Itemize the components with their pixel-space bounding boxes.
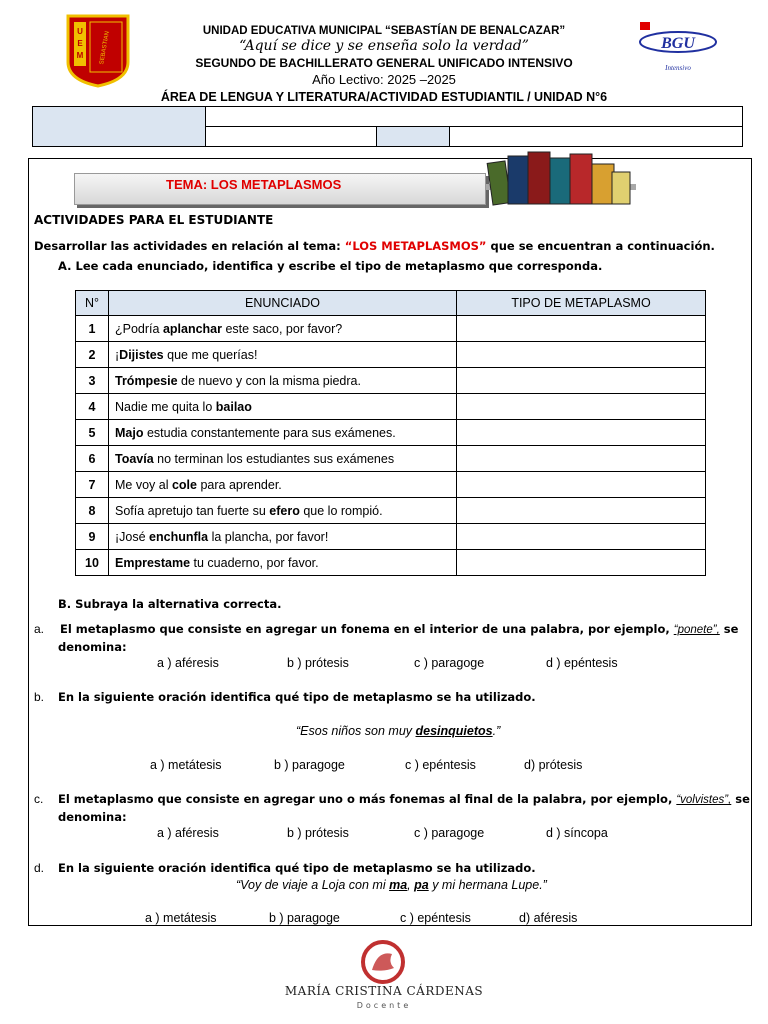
table-row [76,524,706,550]
qb-option-d[interactable]: d) prótesis [524,758,583,772]
section-b-title: B. Subraya la alternativa correcta. [58,597,282,611]
svg-text:E: E [77,39,83,48]
row-number: 8 [76,498,109,524]
student-info-table [32,106,743,147]
row-answer-field[interactable] [457,472,706,498]
row-answer-field[interactable] [457,394,706,420]
row-number: 10 [76,550,109,576]
course-name: SEGUNDO DE BACHILLERATO GENERAL UNIFICADO INTENSIVO [195,56,573,70]
svg-text:M: M [76,51,84,60]
svg-text:U: U [77,27,83,36]
row-statement: Toavía no terminan los estudiantes sus exámenes [109,446,457,472]
row-number: 1 [76,316,109,342]
row-statement: ¿Podría aplanchar este saco, por favor? [109,316,457,342]
question-c-text-2: denomina: [58,810,127,824]
row-statement: Sofía apretujo tan fuerte su efero que lo rompió. [109,498,457,524]
school-name: UNIDAD EDUCATIVA MUNICIPAL “SEBASTÍAN DE BENALCAZAR” [202,25,566,37]
qd-option-a[interactable]: a ) metátesis [145,911,217,925]
row-answer-field[interactable] [457,498,706,524]
books-image [486,150,636,212]
activities-intro: Desarrollar las actividades en relación al tema: “LOS METAPLASMOS” que se encuentran a continuación. [34,239,715,253]
topic-title: TEMA: LOS METAPLASMOS [166,177,342,192]
question-a-text-2: denomina: [58,640,127,654]
bgu-logo-sub: Intensivo [665,64,691,72]
row-answer-field[interactable] [457,368,706,394]
row-answer-field[interactable] [457,550,706,576]
question-a-text: El metaplasmo que consiste en agregar un fonema en el interior de una palabra, por ejemplo, “ponete”, se [60,622,739,636]
row-number: 4 [76,394,109,420]
qc-option-c[interactable]: c ) paragoge [414,826,485,840]
metaplasm-table [75,290,706,576]
row-statement: Majo estudia constantemente para sus exámenes. [109,420,457,446]
qb-option-c[interactable]: c ) epéntesis [405,758,476,772]
col-header-type: TIPO DE METAPLASMO [457,291,706,316]
row-answer-field[interactable] [457,420,706,446]
qd-option-b[interactable]: b ) paragoge [269,911,340,925]
table-row [76,394,706,420]
row-statement: ¡José enchunfla la plancha, por favor! [109,524,457,550]
teacher-role: Docente [356,1001,412,1010]
school-year: Año Lectivo: 2025 –2025 [312,72,456,87]
col-header-number: N° [76,291,109,316]
row-statement: Me voy al cole para aprender. [109,472,457,498]
qc-option-d[interactable]: d ) síncopa [546,826,608,840]
qd-option-c[interactable]: c ) epéntesis [400,911,471,925]
row-number: 9 [76,524,109,550]
question-c-letter: c. [34,792,44,806]
question-c-text: El metaplasmo que consiste en agregar uno o más fonemas al final de la palabra, por ejemplo, “volvistes”, se [58,792,750,806]
bgu-logo-text: BGU [661,35,695,52]
row-statement: Trómpesie de nuevo y con la misma piedra. [109,368,457,394]
table-row [76,420,706,446]
question-b-text: En la siguiente oración identifica qué tipo de metaplasmo se ha utilizado. [58,690,536,704]
row-statement: ¡Dijistes que me querías! [109,342,457,368]
row-statement: Emprestame tu cuaderno, por favor. [109,550,457,576]
topic-banner [66,167,488,209]
qb-option-a[interactable]: a ) metátesis [150,758,222,772]
qa-option-c[interactable]: c ) paragoge [414,656,485,670]
question-b-sentence: “Esos niños son muy desinquietos.” [296,724,501,738]
table-row [76,550,706,576]
qd-option-d[interactable]: d) aféresis [519,911,578,925]
question-d-text: En la siguiente oración identifica qué tipo de metaplasmo se ha utilizado. [58,861,536,875]
section-a-title: A. Lee cada enunciado, identifica y escribe el tipo de metaplasmo que corresponda. [58,259,603,273]
school-motto: “Aquí se dice y se enseña solo la verdad” [239,38,529,54]
qa-option-a[interactable]: a ) aféresis [157,656,219,670]
table-row [76,446,706,472]
name-field[interactable] [206,107,743,127]
qa-option-b[interactable]: b ) prótesis [287,656,349,670]
row-number: 5 [76,420,109,446]
row-statement: Nadie me quita lo bailao [109,394,457,420]
row-answer-field[interactable] [457,316,706,342]
row-answer-field[interactable] [457,342,706,368]
row-number: 6 [76,446,109,472]
qc-option-a[interactable]: a ) aféresis [157,826,219,840]
field-cell-2[interactable] [450,127,743,147]
row-answer-field[interactable] [457,446,706,472]
qa-option-d[interactable]: d ) epéntesis [546,656,618,670]
table-row [76,472,706,498]
qc-option-b[interactable]: b ) prótesis [287,826,349,840]
table-row [76,342,706,368]
row-answer-field[interactable] [457,524,706,550]
teacher-logo [358,940,408,984]
row-number: 3 [76,368,109,394]
table-row [76,498,706,524]
teacher-name: MARÍA CRISTINA CÁRDENAS [284,984,484,998]
question-b-letter: b. [34,690,45,704]
area-title: ÁREA DE LENGUA Y LITERATURA/ACTIVIDAD ESTUDIANTIL / UNIDAD N°6 [160,90,608,104]
question-d-sentence: “Voy de viaje a Loja con mi ma, pa y mi hermana Lupe.” [236,878,547,892]
field-cell[interactable] [206,127,377,147]
question-d-letter: d. [34,861,45,875]
label-cell [377,127,450,147]
row-number: 7 [76,472,109,498]
table-row [76,368,706,394]
svg-text:SEBASTIAN: SEBASTIAN [99,30,111,65]
row-number: 2 [76,342,109,368]
question-a-letter: a. [34,622,45,636]
name-label-cell [33,107,206,147]
col-header-statement: ENUNCIADO [109,291,457,316]
activities-heading: ACTIVIDADES PARA EL ESTUDIANTE [34,213,274,227]
qb-option-b[interactable]: b ) paragoge [274,758,345,772]
table-row [76,316,706,342]
